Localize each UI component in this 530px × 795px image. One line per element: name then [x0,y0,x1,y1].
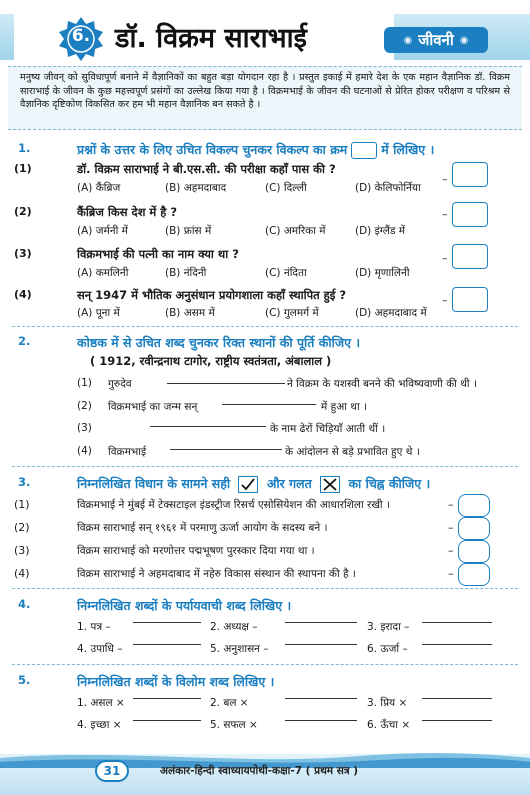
dash: – [448,567,454,580]
option-d[interactable]: (D) इंग्लैंड में [355,225,406,237]
section-heading-part: में लिखिए । [381,142,435,157]
section-number: 4. [18,597,31,611]
answer-box[interactable] [452,244,488,269]
page-title: डॉ. विक्रम साराभाई [115,23,307,54]
option-c[interactable]: (C) नंदिता [265,267,307,279]
option-b[interactable]: (B) नंदिनी [165,267,207,279]
item-number: (4) [14,567,30,580]
option-c[interactable]: (C) अमरिका में [265,225,326,237]
item-text: विक्रम साराभाई सन् १९६१ में परमाणु ऊर्जा आयोग के सदस्य बने । [77,522,328,534]
answer-line[interactable] [133,720,201,721]
option-a[interactable]: (A) कैंब्रिज [77,182,121,194]
option-d[interactable]: (D) केलिफोर्निया [355,182,421,194]
option-a[interactable]: (A) पूना में [77,307,120,319]
antonym-word: 5. सफल × [210,719,258,731]
question-text: सन् 1947 में भौतिक अनुसंधान प्रयोगशाला कहाँ स्थापित हुई ? [77,288,347,302]
item-number: (1) [77,377,92,389]
tick-answer-box[interactable] [458,563,490,586]
footer-text: अलंकार-हिन्दी स्वाध्यायपोथी-कक्षा-7 ( प्रथम सत्र ) [160,765,359,777]
answer-line[interactable] [133,698,201,699]
item-text: विक्रम साराभाई को मरणोत्तर पद्मभूषण पुरस्कार दिया गया था । [77,545,315,557]
item-text-after: ने विक्रम के यशस्वी बनने की भविष्यवाणी की थी । [287,378,477,390]
cross-sample [320,476,340,493]
section-number: 3. [18,475,31,489]
antonym-word: 4. इच्छा × [77,719,122,731]
tag-dot-icon: ◉ [459,34,469,46]
blank-line[interactable] [150,426,266,427]
synonym-word: 3. इरादा – [367,621,410,633]
section-heading-part: और गलत [266,476,312,491]
tick-answer-box[interactable] [458,517,490,540]
item-number: (2) [14,521,30,534]
page-number: 31 [95,760,129,782]
dash: – [442,173,448,186]
section-heading [77,475,430,493]
item-text-after: में हुआ था । [321,401,368,413]
item-text-before: गुरुदेव [108,378,132,390]
synonym-word: 2. अध्यक्ष – [210,621,258,633]
check-icon [240,478,256,491]
dash: – [448,544,454,557]
antonym-word: 3. प्रिय × [367,697,408,709]
item-number: (1) [14,498,30,511]
intro-paragraph: मनुष्य जीवन् को सुविधापूर्ण बनाने में वैज्ञानिकों का बहुत बड़ा योगदान रहा है । प्रस्तुत इकाई में हमारे देश के एक महान वैज्ञानिक डॉ. विक्रम साराभाई के जीवन के कुछ महत्त्वपूर्ण प्रसंगों का उल्लेख किया गया है । विक्रमभाई के जीवन की घटनाओं से प्रेरित होकर परीक्षण व परिश्रम से वैज्ञानिक दृष्टिकोण विकसित कर हम भी महान वैज्ञानिक बन सकते है । [8,66,522,130]
item-text-before: विक्रमभाई का जन्म सन् [108,401,198,413]
answer-line[interactable] [133,622,201,623]
antonym-word: 1. असल × [77,697,125,709]
synonym-word: 6. ऊर्जा – [367,643,408,655]
section-heading-part: प्रश्नों के उत्तर के लिए उचित विकल्प चुनकर विकल्प का क्रम [77,142,348,157]
answer-line[interactable] [285,698,357,699]
item-number: (3) [14,544,30,557]
divider [12,466,518,467]
genre-tag [384,27,488,53]
dash: – [448,498,454,511]
blank-line[interactable] [170,449,282,450]
question-number: (4) [14,288,32,301]
answer-slot-sample [351,142,377,159]
option-c[interactable]: (C) दिल्ली [265,182,307,194]
option-d[interactable]: (D) मृणालिनी [355,267,410,279]
dash: – [442,294,448,307]
answer-line[interactable] [422,698,492,699]
chapter-badge [58,16,104,62]
section-heading [77,141,434,159]
genre-tag-label: जीवनी [418,31,454,49]
tag-dot-icon: ◉ [403,34,413,46]
item-number: (2) [77,400,92,412]
section-number: 5. [18,673,31,687]
option-d[interactable]: (D) अहमदाबाद में [355,307,427,319]
chapter-number: 6. [71,26,91,46]
tick-answer-box[interactable] [458,494,490,517]
cross-icon [322,478,338,491]
option-b[interactable]: (B) फ्रांस में [165,225,212,237]
option-b[interactable]: (B) असम में [165,307,215,319]
divider [12,326,518,327]
answer-box[interactable] [452,162,488,187]
synonym-word: 1. पत्र – [77,621,111,633]
question-text: विक्रमभाई की पत्नी का नाम क्या था ? [77,247,239,261]
section-heading-part: निम्नलिखित विधान के सामने सही [77,476,231,491]
question-text: डॉ. विक्रम साराभाई ने बी.एस.सी. की परीक्षा कहाँ पास की ? [77,162,336,176]
question-number: (3) [14,247,32,260]
item-text: विक्रम साराभाई ने अहमदाबाद में नहेरु विकास संस्थान की स्थापना की है । [77,568,356,580]
item-number: (3) [77,422,92,434]
question-number: (1) [14,162,32,175]
dash: – [448,521,454,534]
word-bank-text: ( 1912, रवीन्द्रनाथ टागोर, राष्ट्रीय स्वतंत्रता, अंबालाल ) [90,354,332,368]
divider [12,588,518,589]
section-heading-part: का चिह्न कीजिए । [348,476,431,491]
blank-line[interactable] [222,404,316,405]
dash: – [442,208,448,221]
tick-sample [238,476,258,493]
antonym-word: 6. ऊँचा × [367,719,411,731]
tick-answer-box[interactable] [458,540,490,563]
section-number: 1. [18,141,31,155]
section-heading: निम्नलिखित शब्दों के पर्यायवाची शब्द लिखिए । [77,598,292,613]
dash: – [442,252,448,265]
option-c[interactable]: (C) गुलमर्ग में [265,307,319,319]
item-text-before: विक्रमभाई [108,446,147,458]
answer-line[interactable] [422,720,492,721]
answer-line[interactable] [133,644,201,645]
question-text: कैंब्रिज किस देश में है ? [77,205,178,219]
answer-box[interactable] [452,287,488,312]
synonym-word: 5. अनुशासन – [210,643,269,655]
option-a[interactable]: (A) कमलिनी [77,267,129,279]
answer-box[interactable] [452,202,488,227]
question-number: (2) [14,205,32,218]
divider [12,664,518,665]
option-b[interactable]: (B) अहमदाबाद [165,182,227,194]
section-heading: निम्नलिखित शब्दों के विलोम शब्द लिखिए । [77,674,275,689]
item-number: (4) [77,445,92,457]
item-text: विक्रमभाई ने मुंबई में टेक्सटाइल इंडस्ट्रीज रिसर्च एसोसियेशन की आधारशिला रखी । [77,499,390,511]
section-heading: कोष्ठक में से उचित शब्द चुनकर रिक्त स्थानों की पूर्ति कीजिए । [77,335,361,350]
item-text-after: के आंदोलन से बड़े प्रभावित हुए थे । [285,446,420,458]
answer-line[interactable] [285,644,357,645]
synonym-word: 4. उपाधि – [77,643,123,655]
antonym-word: 2. बल × [210,697,249,709]
blank-line[interactable] [167,383,285,384]
section-number: 2. [18,334,31,348]
answer-line[interactable] [422,622,492,623]
answer-line[interactable] [285,720,357,721]
item-text-after: के नाम ढेरों चिड़ियाँ आती थीं । [270,423,386,435]
answer-line[interactable] [285,622,357,623]
answer-line[interactable] [422,644,492,645]
option-a[interactable]: (A) जर्मनी में [77,225,128,237]
